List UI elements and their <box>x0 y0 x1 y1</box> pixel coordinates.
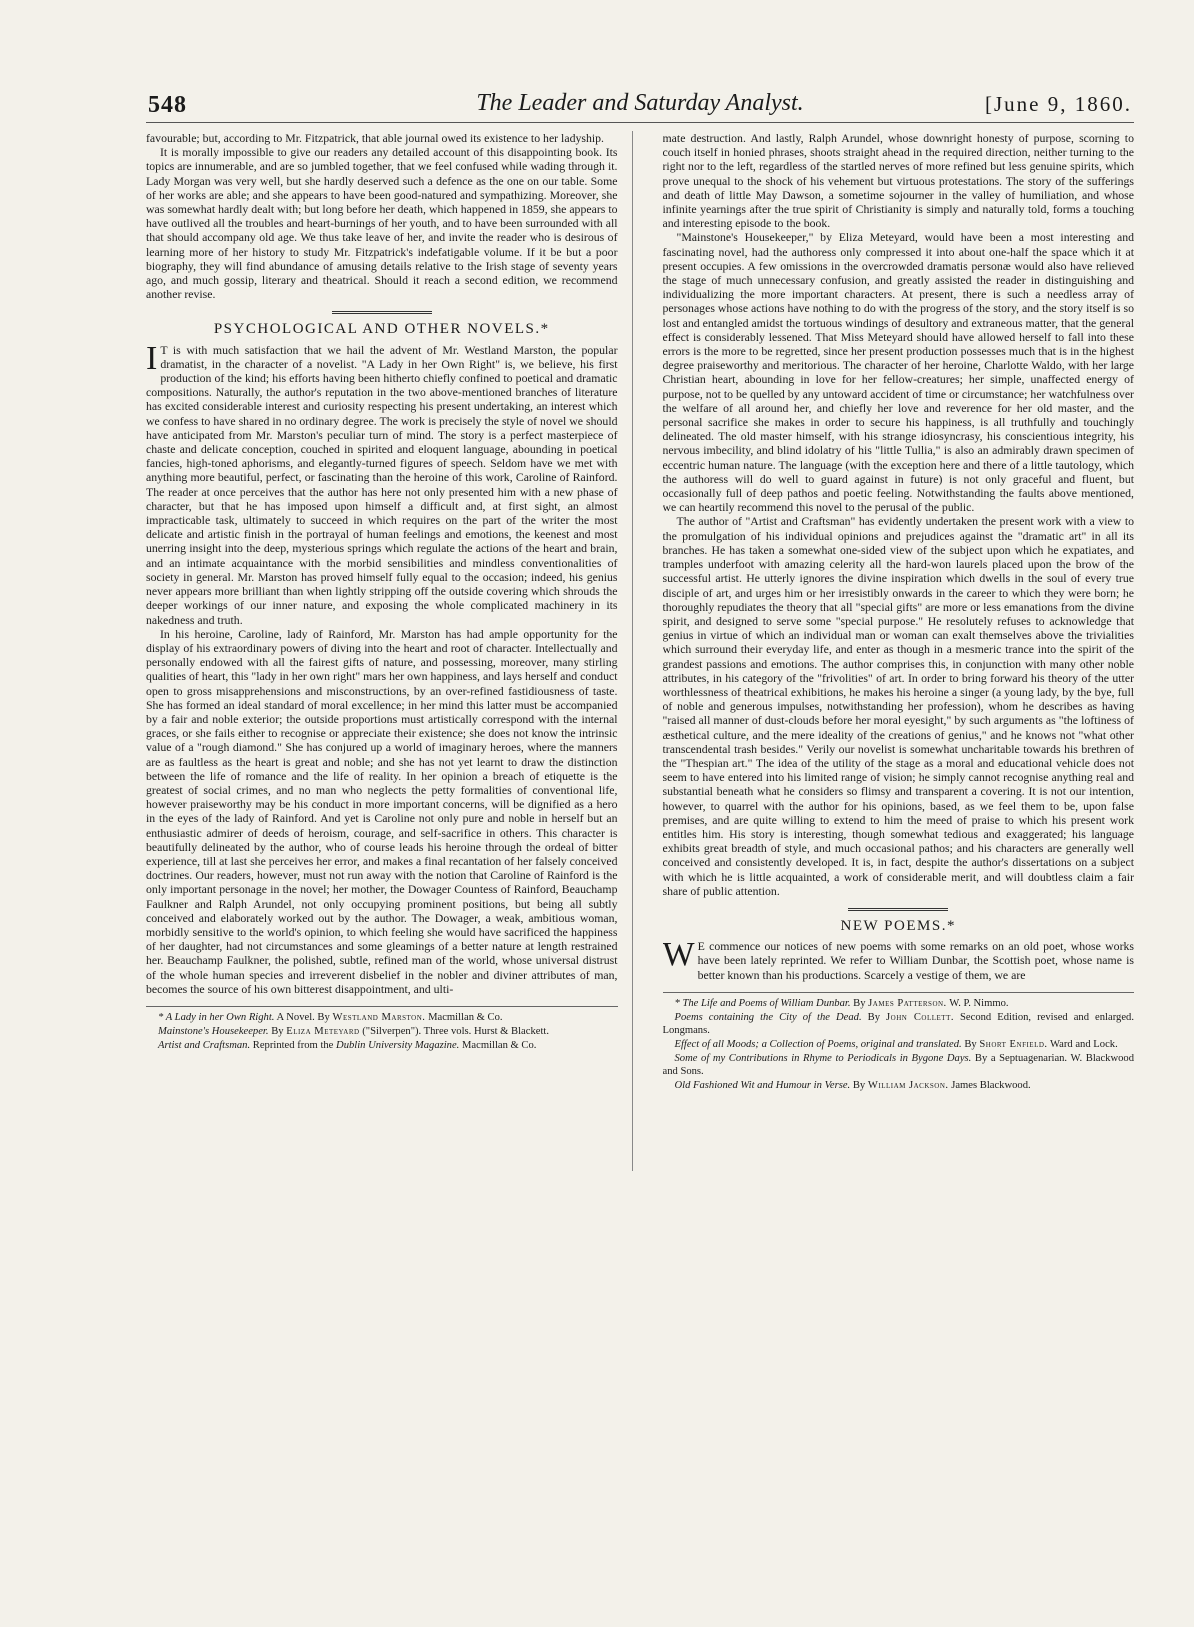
issue-date: [June 9, 1860. <box>985 92 1132 116</box>
lead-text: E commence our notices of new poems with some remarks on an old poet, whose works have been lately reprinted. We refer to William Dunbar, the Scottish poet, whose name is better known than his productions. Scarcely a vestige of them, we are <box>697 939 1134 982</box>
page-number: 548 <box>148 92 187 118</box>
section-divider <box>848 908 948 911</box>
footnote: Poems containing the City of the Dead. By John Collett. Second Edition, revised and enlarged. Longmans. <box>662 1011 1134 1036</box>
footnote: Effect of all Moods; a Collection of Poems, original and translated. By Short Enfield. Ward and Lock. <box>674 1038 1118 1050</box>
footnotes <box>146 1006 618 1052</box>
paragraph: It is morally impossible to give our readers any detailed account of this disappointing book. Its topics are innumerable, and are so jumbled together, that we feel confused while wading through it. Lady Morgan was very well, but she hardly deserved such a defence as the one on our table. Some of her works are able; and she appears to have been good-natured and sympathizing. Moreover, she was somewhat hardly dealt with; but long before her death, which happened in 1859, she appears to have outlived all the troubles and heart-burnings of her youth, and to have been surrounded with all that should accompany old age. We thus take leave of her, and invite the reader who is desirous of learning more of her history to study Mr. Fitzpatrick's indefatigable volume. If it be but a poor biography, they will find abundance of amusing details relative to the Irish stage of seventy years ago, and much gossip, literary and theatrical. Should it reach a second edition, we recommend another revise. <box>146 145 618 302</box>
lead-text: T is with much satisfaction that we hail the advent of Mr. Westland Marston, the popular dramatist, in the character of a novelist. "A Lady in her Own Right" is, we believe, his first production of the kind; his efforts having been hitherto chiefly confined to poetical and dramatic compositions. Naturally, the author's reputation in the two above-mentioned branches of literature has excited considerable interest and curiosity respecting his present undertaking, an interest which we confess to have shared in no ordinary degree. The work is precisely the style of novel we should have anticipated from Mr. Marston's peculiar turn of mind. The story is a perfect masterpiece of chaste and delicate conception, couched in spirited and eloquent language, abounding in poetical fancies, high-toned aphorisms, and elegantly-turned figures of speech. Seldom have we met with anything more beautiful, perfect, or fascinating than the heroine of this work, Caroline of Rainford. The reader at once perceives that the author has here not only presented him with a new phase of character, but that he has imposed upon himself a difficult and, at first sight, an almost impracticable task, ultimately to succeed in which requires on the part of the writer the most delicate and artistic finish in the portrayal of human feelings and emotions, the keenest and most unerring insight into the deep, mysterious springs which regulate the actions of the heart and brain, and an intimate acquaintance with the morbid sensibilities and mindless conventionalities of society in general. Mr. Marston has proved himself fully equal to the occasion; indeed, his genius never appears more brilliant than when lightly stripping off the outside covering which shrouds the deeper workings of our inner nature, and exposing the whole complicated machinery in its nakedness and truth. <box>146 342 618 627</box>
section-divider <box>332 311 432 314</box>
article-columns <box>146 131 1134 1171</box>
lead-paragraph <box>662 936 1135 982</box>
right-column <box>663 131 1135 1171</box>
section-title-novels: PSYCHOLOGICAL AND OTHER NOVELS.* <box>213 321 550 338</box>
section-title-poems: NEW POEMS.* <box>840 917 956 934</box>
drop-cap: I <box>146 339 158 377</box>
footnote: Mainstone's Housekeeper. By Eliza Meteyard ("Silverpen"). Three vols. Hurst & Blackett. <box>158 1025 549 1037</box>
footnotes <box>663 992 1135 1092</box>
paragraph: mate destruction. And lastly, Ralph Arundel, whose downright honesty of purpose, scorning to couch itself in honied phrases, shoots straight ahead in the required direction, neither turning to the right nor to the left, regardless of the startled nerves of more refined but less genuine spirits, which prove unequal to the shock of his vehement but virtuous protestations. The story of the sufferings and death of little May Dawson, a sometime sojourner in the valley of humiliation, and whose infinite yearnings after the true spirit of Christianity is simply and naturally told, forms a touching and interesting episode to the book. <box>662 131 1134 231</box>
footnote: * The Life and Poems of William Dunbar. By James Patterson. W. P. Nimmo. <box>674 997 1009 1009</box>
paragraph: favourable; but, according to Mr. Fitzpatrick, that able journal owed its existence to her ladyship. <box>146 131 604 145</box>
footnote: Artist and Craftsman. Reprinted from the Dublin University Magazine. Macmillan & Co. <box>158 1039 537 1051</box>
footnote: * A Lady in her Own Right. A Novel. By Westland Marston. Macmillan & Co. <box>158 1011 503 1023</box>
paragraph: The author of "Artist and Craftsman" has evidently undertaken the present work with a view to the promulgation of his individual opinions and prejudices against the "dramatic art" in all its branches. He has taken a somewhat one-sided view of the subject upon which he expatiates, and tramples underfoot with amazing celerity all the hard-won laurels placed upon the brow of the successful artist. He utterly ignores the divine inspiration which dwells in the soul of every true disciple of art, and urges him or her irresistibly onwards in the career to which they were born; he thoroughly repudiates the theory that all "special gifts" are more or less emanations from the divine spirit, and designed to serve some "special purpose." He resolutely refuses to acknowledge that genius in virtue of which an individual man or woman can exalt themselves above the trivialities which surround their everyday life, and enter as though in a mesmeric trance into the spirit of the grandest passions and emotions. The author comprises this, in conjunction with many other noble attributes, in his category of the "frivolities" of art. In order to bring forward his theory of the utter worthlessness of theatrical exhibitions, he makes his heroine a singer (a young lady, by the bye, full of noble and generous impulses, notwithstanding her profession), whom he describes as having "raised all manner of dust-clouds before her moral eyesight," by such arguments as "the loftiness of æsthetical culture, and the mere ideality of the creations of genius," and he knows not "what other transcendental trash besides." Verily our novelist is somewhat uncharitable towards his brethren of the "Thespian art." The idea of the utility of the stage as a moral and educational vehicle does not seem to have entered into his limited range of vision; he simply cannot recognise anything real and substantial beneath what he considers so flimsy and transparent a covering. It is not our intention, however, to quarrel with the author for his opinions, based, as we feel them to be, upon false premises, and are quite willing to extend to him the meed of praise to which his present work entitles him. His story is interesting, though somewhat tedious and exaggerated; his language exhibits great breadth of style, and much occasional pathos; and his characters are generally well conceived and consistently developed. It is, in fact, despite the author's dissertations on a subject with which he is little acquainted, a work of considerable merit, and will doubtless claim a fair share of public attention. <box>662 514 1134 898</box>
footnote: Some of my Contributions in Rhyme to Periodicals in Bygone Days. By a Septuagenarian. W. Blackwood and Sons. <box>662 1052 1134 1077</box>
masthead <box>146 82 1134 123</box>
drop-cap: W <box>662 936 695 974</box>
left-column <box>146 131 633 1171</box>
paragraph: In his heroine, Caroline, lady of Rainford, Mr. Marston has had ample opportunity for the display of his extraordinary powers of diving into the heart and root of character. Intellectually and personally endowed with all the fairest gifts of nature, and possessing, moreover, many stirling qualities of heart, this "lady in her own right" mars her own happiness, and lays herself and conduct open to gross misapprehensions and misconstructions, by an over-refined fastidiousness of taste. She has formed an ideal standard of moral excellence; in her mind this latter must be accompanied by a fair and noble exterior; the outside proportions must artistically correspond with the internal graces, or she fails either to recognise or appreciate their existence; she does not know the intrinsic value of a "rough diamond." She has conjured up a world of imaginary heroes, where the manners are as faultless as the heart is great and noble; and she has not yet learnt to draw the distinction between the life of romance and the life of reality. In her opinion a breach of etiquette is the greatest of social crimes, and no man who neglects the petty formalities of conventional life, however praiseworthy may be his conduct in more important concerns, will be dignified as a hero in the eyes of the lady of Rainford. And yet is Caroline not only pure and noble in herself but an enthusiastic admirer of deeds of heroism, courage, and self-sacrifice in others. This character is beautifully delineated by the author, who of course leads his heroine through the ordeal of bitter experience, till at last she perceives her error, and makes a final recantation of her falsely conceived doctrines. Our readers, however, must not run away with the notion that Caroline of Rainford is the only important personage in the novel; her mother, the Dowager Countess of Rainford, Beauchamp Faulkner and Ralph Arundel, not only occupying prominent positions, but being all subtly conceived and elaborately worked out by the author. The Dowager, a weak, ambitious woman, morbidly sensitive to the world's opinion, to which feeling she would have sacrificed the happiness of her daughter, had not circumstances and some gleamings of a better nature at length restrained her. Beauchamp Faulkner, the polished, subtle, refined man of the world, whose universal distrust of the whole human species and irreverent disbelief in the nobler and diviner attributes of man, becomes the source of his own bitterest disappointment, and ulti- <box>146 626 618 996</box>
journal-title: The Leader and Saturday Analyst. <box>476 90 804 116</box>
lead-paragraph <box>146 339 618 627</box>
footnote: Old Fashioned Wit and Humour in Verse. By William Jackson. James Blackwood. <box>674 1079 1031 1091</box>
paragraph: "Mainstone's Housekeeper," by Eliza Meteyard, would have been a most interesting and fascinating novel, had the authoress only compressed it into about one-half the space which it at present occupies. A few omissions in the overcrowded dramatis personæ would also have relieved the stage of much unnecessary confusion, and greatly assisted the reader in distinguishing and individualizing the more important characters. At present, there is such a needless array of personages whose actions have nothing to do with the progress of the story, and the story itself is so lost and entangled amidst the tortuous windings of desultory and extraneous matter, that the general effect is considerably lessened. That Miss Meteyard should have allowed herself to fall into these errors is the more to be regretted, since her present production possesses much that is in the highest degree praiseworthy and meritorious. The character of her heroine, Charlotte Waldo, with her large Christian heart, abounding in love for her fellow-creatures; her simple, unaffected energy of purpose, not to be quelled by any untoward accident of time or circumstance; her watchfulness over the welfare of all around her, and chiefly her love and reverence for her old master, and the personal sacrifice she makes in order to secure his happiness, is all truthfully and touchingly delineated. The old master himself, with his strange idiosyncrasy, his conscientious integrity, his nervous imbecility, and blind idolatry of his "little Tullia," is also an admirably drawn specimen of eccentric human nature. The language (with the exception here and there of a little tautology, which the authoress will do well to guard against in future) is not only graceful and fluent, but occasionally full of deep pathos and poetic feeling. Notwithstanding the faults above mentioned, we can heartily recommend this novel to the perusal of the public. <box>662 230 1134 515</box>
